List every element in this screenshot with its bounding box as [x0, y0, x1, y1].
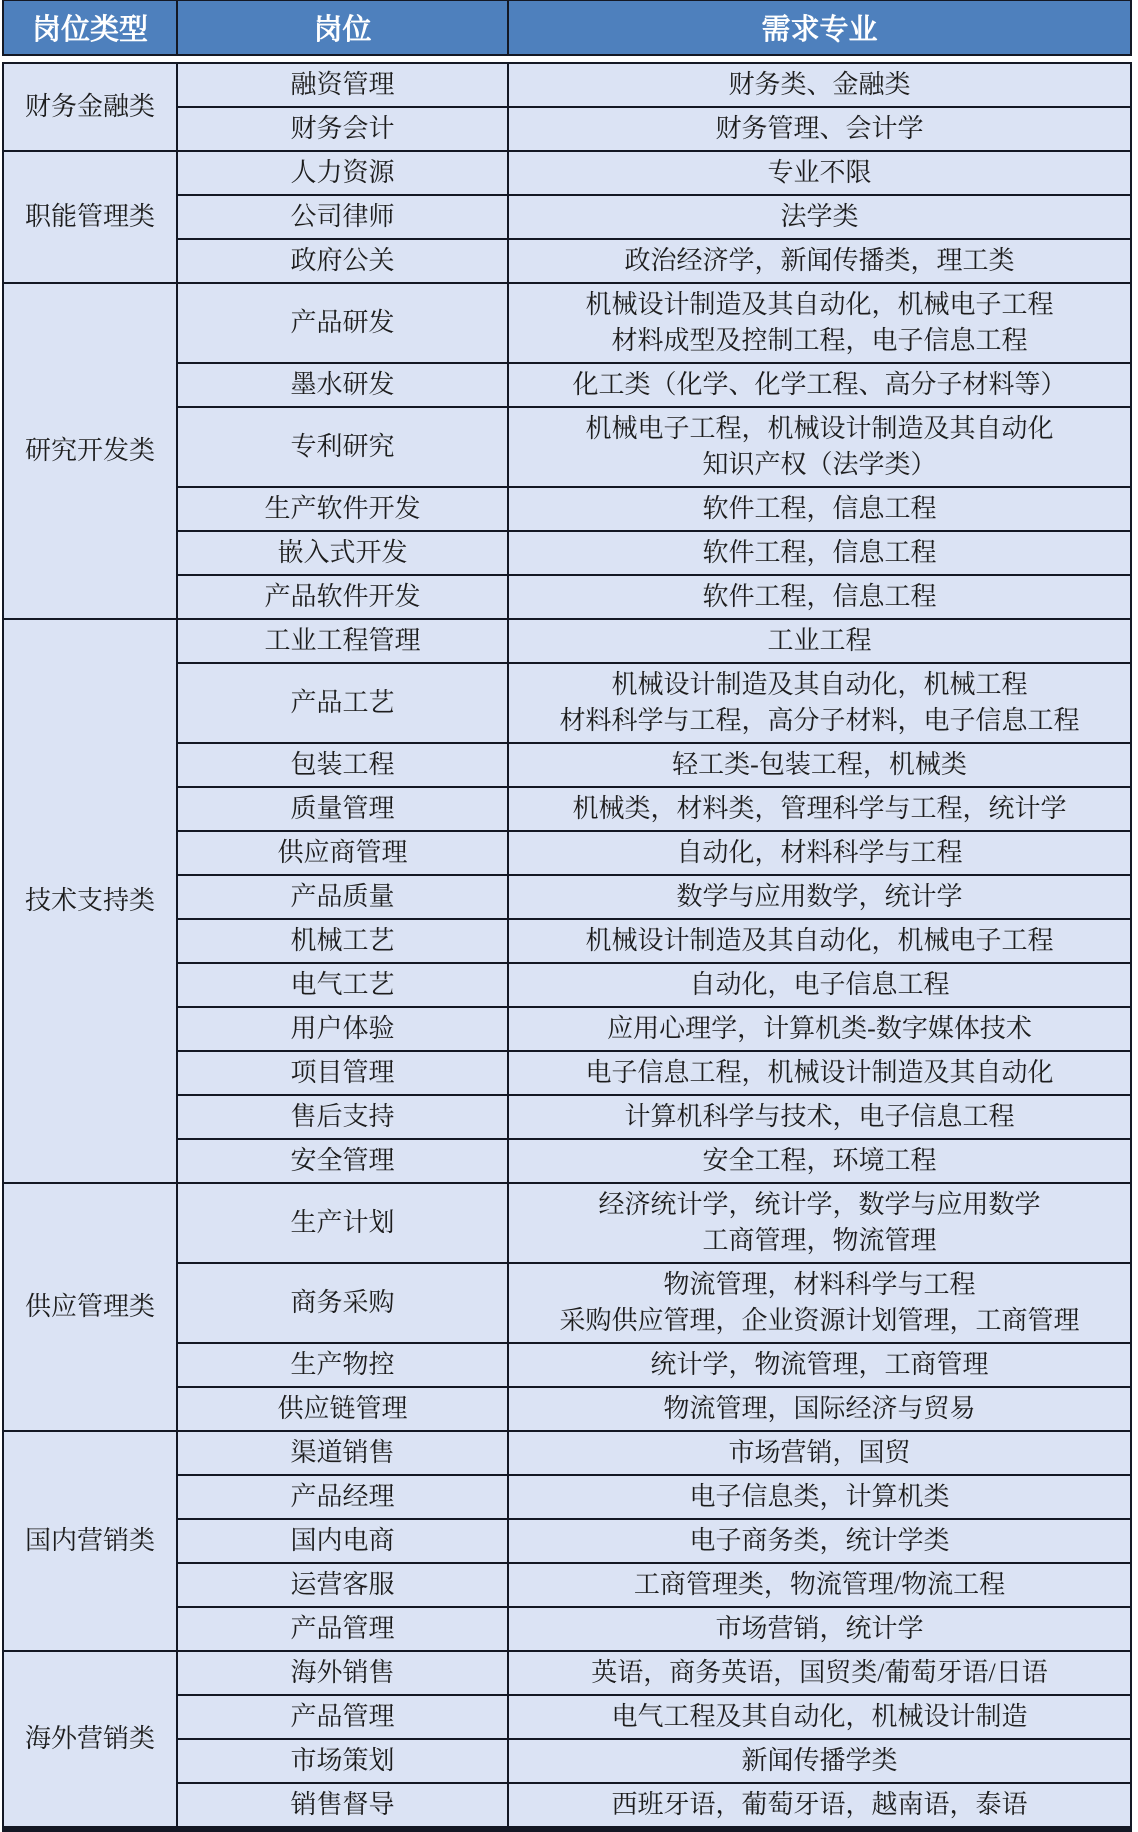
position-cell: 产品管理 — [177, 1695, 508, 1739]
table-body — [3, 63, 1131, 1829]
position-cell: 商务采购 — [177, 1263, 508, 1343]
major-line: 电子信息工程，机械设计制造及其自动化 — [585, 1057, 1054, 1087]
major-line: 工商管理类，物流管理/物流工程 — [633, 1569, 1006, 1599]
table-row — [3, 151, 1131, 195]
position-cell: 产品研发 — [177, 283, 508, 363]
table-row — [3, 1651, 1131, 1695]
major-line: 物流管理，材料科学与工程 — [663, 1269, 976, 1299]
major-line: 软件工程，信息工程 — [702, 537, 937, 567]
table-row — [3, 1431, 1131, 1475]
majors-cell — [508, 63, 1131, 107]
major-line: 应用心理学，计算机类-数字媒体技术 — [607, 1013, 1032, 1043]
majors-cell — [508, 875, 1131, 919]
category-cell: 研究开发类 — [3, 283, 177, 619]
majors-cell — [508, 1387, 1131, 1431]
major-line: 机械设计制造及其自动化，机械电子工程 — [585, 925, 1054, 955]
majors-cell — [508, 919, 1131, 963]
position-cell: 产品质量 — [177, 875, 508, 919]
header-row — [3, 1, 1131, 55]
category-cell: 海外营销类 — [3, 1651, 177, 1829]
major-line: 市场营销，国贸 — [728, 1437, 911, 1467]
header-cell-required-majors: 需求专业 — [508, 1, 1131, 55]
position-cell: 产品软件开发 — [177, 575, 508, 619]
position-cell: 市场策划 — [177, 1739, 508, 1783]
majors-cell — [508, 1475, 1131, 1519]
position-cell: 融资管理 — [177, 63, 508, 107]
position-cell: 用户体验 — [177, 1007, 508, 1051]
table-header — [2, 0, 1132, 56]
majors-cell — [508, 963, 1131, 1007]
majors-cell — [508, 1607, 1131, 1651]
majors-cell — [508, 1563, 1131, 1607]
major-line: 新闻传播学类 — [741, 1745, 898, 1775]
position-cell: 财务会计 — [177, 107, 508, 151]
majors-cell — [508, 575, 1131, 619]
majors-cell — [508, 1651, 1131, 1695]
position-cell: 运营客服 — [177, 1563, 508, 1607]
position-cell: 公司律师 — [177, 195, 508, 239]
category-cell: 国内营销类 — [3, 1431, 177, 1651]
majors-cell — [508, 1007, 1131, 1051]
major-line: 电气工程及其自动化，机械设计制造 — [611, 1701, 1028, 1731]
major-line: 法学类 — [780, 201, 859, 231]
position-cell: 政府公关 — [177, 239, 508, 283]
position-cell: 嵌入式开发 — [177, 531, 508, 575]
majors-cell — [508, 787, 1131, 831]
majors-cell — [508, 239, 1131, 283]
position-cell: 海外销售 — [177, 1651, 508, 1695]
category-cell: 技术支持类 — [3, 619, 177, 1183]
majors-cell — [508, 487, 1131, 531]
category-cell: 财务金融类 — [3, 63, 177, 151]
majors-cell — [508, 743, 1131, 787]
major-line: 机械电子工程，机械设计制造及其自动化 — [585, 413, 1054, 443]
major-line: 机械设计制造及其自动化，机械工程 — [611, 669, 1028, 699]
major-line: 市场营销，统计学 — [715, 1613, 924, 1643]
majors-cell — [508, 1263, 1131, 1343]
position-cell: 售后支持 — [177, 1095, 508, 1139]
major-line: 机械设计制造及其自动化，机械电子工程 — [585, 289, 1054, 319]
majors-cell — [508, 1343, 1131, 1387]
majors-cell — [508, 1095, 1131, 1139]
position-cell: 国内电商 — [177, 1519, 508, 1563]
position-cell: 安全管理 — [177, 1139, 508, 1183]
table-row — [3, 1183, 1131, 1263]
major-line: 财务类、金融类 — [728, 69, 911, 99]
position-cell: 生产物控 — [177, 1343, 508, 1387]
major-line: 数学与应用数学，统计学 — [676, 881, 963, 911]
category-cell: 职能管理类 — [3, 151, 177, 283]
position-cell: 工业工程管理 — [177, 619, 508, 663]
position-cell: 生产计划 — [177, 1183, 508, 1263]
majors-cell — [508, 1431, 1131, 1475]
major-line: 化工类（化学、化学工程、高分子材料等） — [572, 369, 1067, 399]
majors-cell — [508, 151, 1131, 195]
major-line: 软件工程，信息工程 — [702, 493, 937, 523]
majors-cell — [508, 1183, 1131, 1263]
major-line: 统计学，物流管理，工商管理 — [650, 1349, 989, 1379]
table-row — [3, 63, 1131, 107]
majors-cell — [508, 1739, 1131, 1783]
majors-cell — [508, 1783, 1131, 1829]
major-line: 财务管理、会计学 — [715, 113, 924, 143]
major-line: 计算机科学与技术，电子信息工程 — [624, 1101, 1015, 1131]
majors-cell — [508, 107, 1131, 151]
position-cell: 产品管理 — [177, 1607, 508, 1651]
majors-cell — [508, 195, 1131, 239]
major-line: 软件工程，信息工程 — [702, 581, 937, 611]
majors-cell — [508, 1519, 1131, 1563]
majors-cell — [508, 407, 1131, 487]
position-cell: 产品经理 — [177, 1475, 508, 1519]
majors-cell — [508, 363, 1131, 407]
majors-cell — [508, 619, 1131, 663]
position-cell: 生产软件开发 — [177, 487, 508, 531]
major-line: 安全工程，环境工程 — [702, 1145, 937, 1175]
majors-cell — [508, 663, 1131, 743]
position-cell: 机械工艺 — [177, 919, 508, 963]
position-cell: 产品工艺 — [177, 663, 508, 743]
majors-cell — [508, 831, 1131, 875]
position-cell: 人力资源 — [177, 151, 508, 195]
major-line: 西班牙语，葡萄牙语，越南语，泰语 — [611, 1789, 1028, 1819]
table-body-grid — [2, 62, 1132, 1832]
major-line: 知识产权（法学类） — [702, 449, 937, 479]
header-cell-position: 岗位 — [177, 1, 508, 55]
majors-cell — [508, 283, 1131, 363]
major-line: 专业不限 — [767, 157, 872, 187]
position-cell: 电气工艺 — [177, 963, 508, 1007]
majors-cell — [508, 531, 1131, 575]
major-line: 自动化，材料科学与工程 — [676, 837, 963, 867]
major-line: 自动化，电子信息工程 — [689, 969, 950, 999]
major-line: 工商管理，物流管理 — [702, 1225, 937, 1255]
position-cell: 质量管理 — [177, 787, 508, 831]
major-line: 电子信息类，计算机类 — [689, 1481, 950, 1511]
major-line: 政治经济学，新闻传播类，理工类 — [624, 245, 1015, 275]
position-cell: 供应链管理 — [177, 1387, 508, 1431]
major-line: 经济统计学，统计学，数学与应用数学 — [598, 1189, 1041, 1219]
position-cell: 渠道销售 — [177, 1431, 508, 1475]
table-row — [3, 283, 1131, 363]
position-cell: 专利研究 — [177, 407, 508, 487]
category-cell: 供应管理类 — [3, 1183, 177, 1431]
major-line: 电子商务类，统计学类 — [689, 1525, 950, 1555]
header-cell-position-type: 岗位类型 — [3, 1, 177, 55]
position-cell: 供应商管理 — [177, 831, 508, 875]
position-cell: 墨水研发 — [177, 363, 508, 407]
majors-cell — [508, 1695, 1131, 1739]
table-row — [3, 619, 1131, 663]
major-line: 英语，商务英语，国贸类/葡萄牙语/日语 — [591, 1657, 1048, 1687]
major-line: 轻工类-包装工程，机械类 — [672, 749, 967, 779]
majors-cell — [508, 1051, 1131, 1095]
major-line: 采购供应管理，企业资源计划管理，工商管理 — [559, 1305, 1080, 1335]
major-line: 材料科学与工程，高分子材料，电子信息工程 — [559, 705, 1080, 735]
majors-cell — [508, 1139, 1131, 1183]
major-line: 材料成型及控制工程，电子信息工程 — [611, 325, 1028, 355]
position-cell: 项目管理 — [177, 1051, 508, 1095]
position-cell: 销售督导 — [177, 1783, 508, 1829]
major-line: 物流管理，国际经济与贸易 — [663, 1393, 976, 1423]
position-cell: 包装工程 — [177, 743, 508, 787]
major-line: 工业工程 — [767, 625, 872, 655]
major-line: 机械类，材料类，管理科学与工程，统计学 — [572, 793, 1067, 823]
